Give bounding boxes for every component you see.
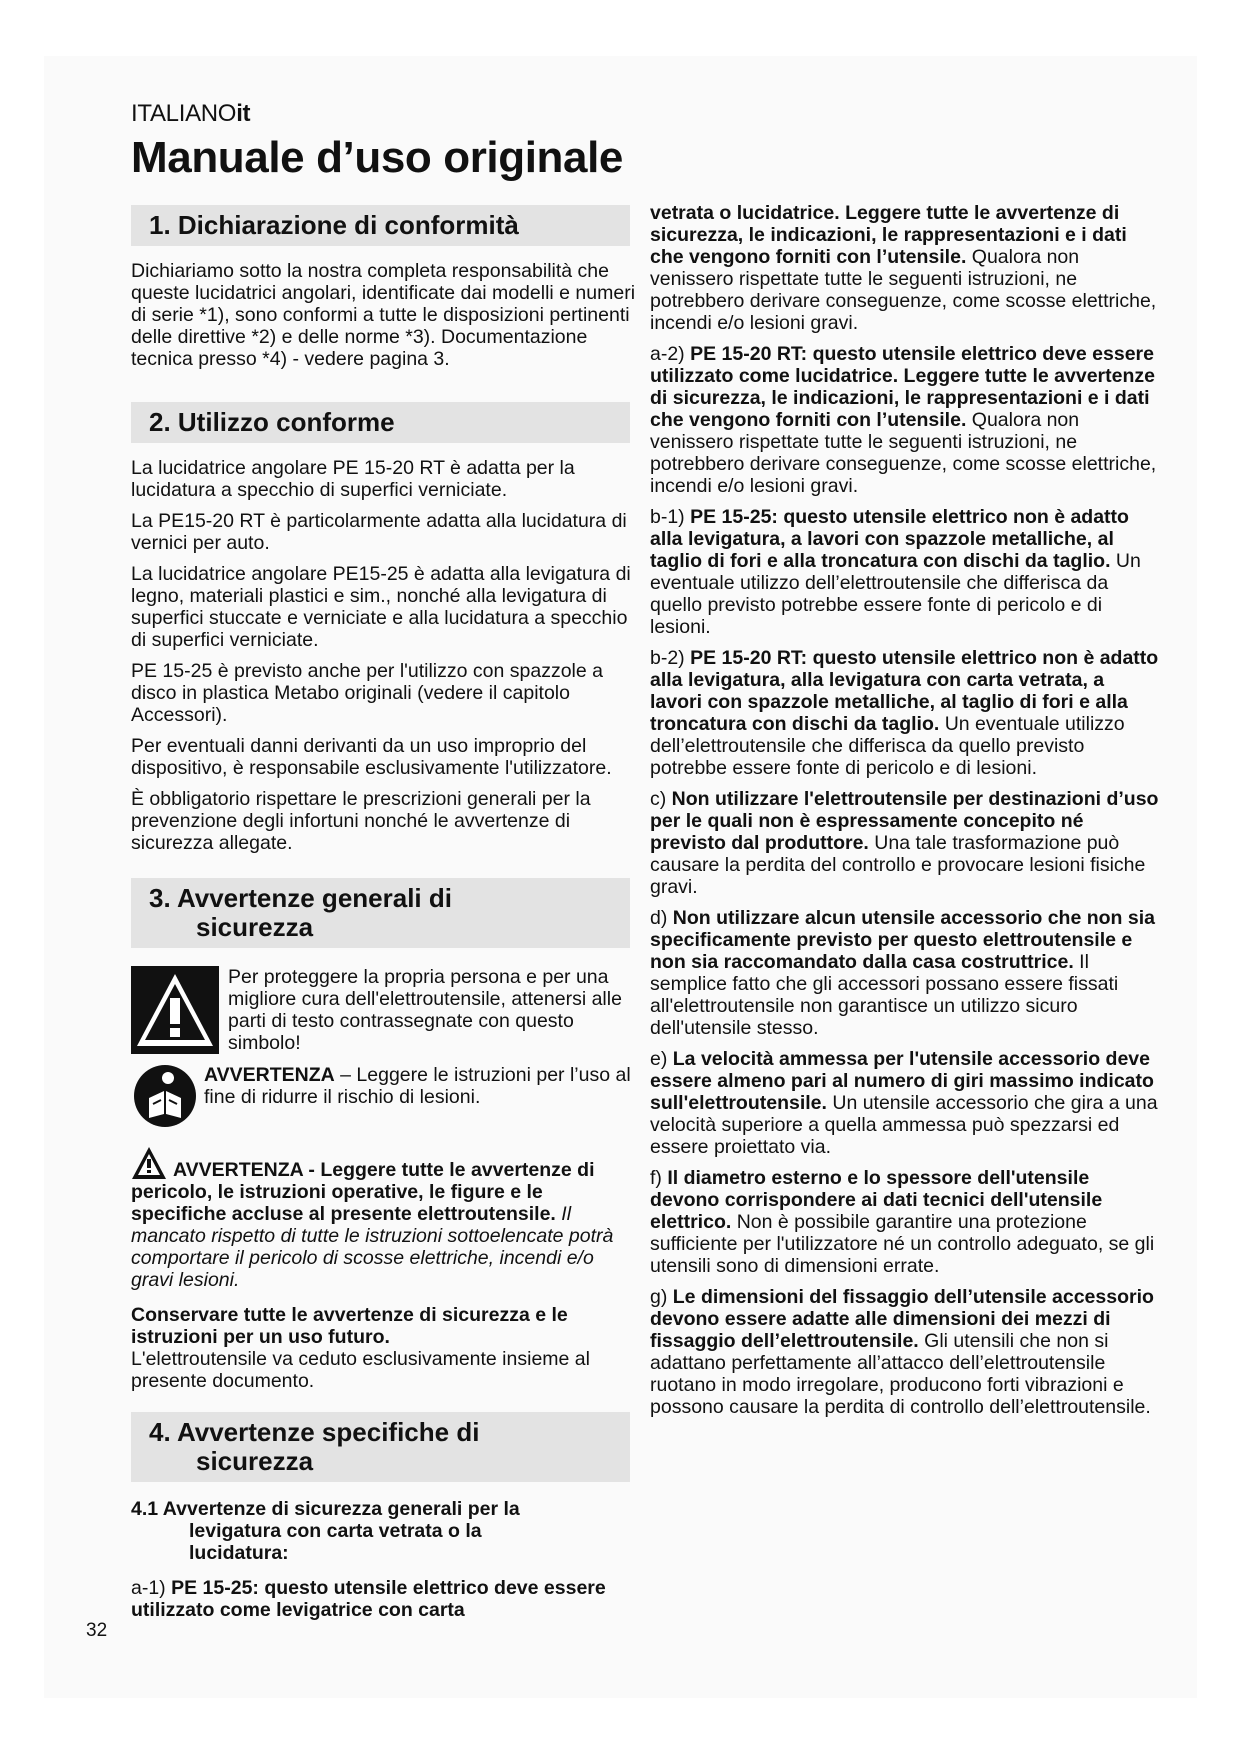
symbol-explanation: Per proteggere la propria persona e per una migliore cura dell'elettroutensile, attenersi alle parti di testo contrassegnate con questo simbolo! [228, 966, 622, 1054]
warning-symbol-row [131, 966, 636, 1054]
item-b1: b-1) PE 15-25: questo utensile elettrico non è adatto alla levigatura, a lavori con spazzole metalliche, al taglio di fori e alla troncatura con dischi da taglio. Un eventuale utilizzo dell’elettroutensile che differisca da quello previsto potrebbe essere fonte di pericolo e di lesioni. [650, 506, 1141, 638]
page-number: 32 [86, 1620, 108, 1641]
read-manual-icon [133, 1064, 197, 1128]
item-c: c) Non utilizzare l'elettroutensile per destinazioni d’uso per le quali non è espressamente concepito né previsto dal produttore. Una tale trasformazione può causare la perdita del controllo e provocare lesioni fisiche gravi. [650, 788, 1159, 898]
warning-triangle-icon [131, 966, 219, 1054]
read-manual-text: AVVERTENZA – Leggere le istruzioni per l’uso al fine di ridurre il rischio di lesioni. [204, 1064, 631, 1108]
intended-use-p6: È obbligatorio rispettare le prescrizioni generali per la prevenzione degli infortuni nonché le avvertenze di sicurezza allegate. [131, 788, 591, 854]
section-heading-2: 2. Utilizzo conforme [131, 402, 630, 443]
intended-use-p3: La lucidatrice angolare PE15-25 è adatta alla levigatura di legno, materiali plastici e sim., nonché alla levigatura di superfici stuccate e verniciate e alla lucidatura a specchio di superfici verniciate. [131, 563, 631, 651]
conformity-text: Dichiariamo sotto la nostra completa responsabilità che queste lucidatrici angolari, identificate dai modelli e numeri di serie *1), sono conformi a tutte le disposizioni pertinenti delle direttive *2) e delle norme *3). Documentazione tecnica presso *4) - vedere pagina 3. [131, 260, 636, 370]
section-heading-4: 4. Avvertenze specifiche di sicurezza [131, 1412, 630, 1482]
item-d: d) Non utilizzare alcun utensile accessorio che non sia specificamente previsto per questo elettroutensile e non sia raccomandato dalla casa costruttrice. Il semplice fatto che gli accessori possano essere fissati all'elettroutensile non garantisce un utilizzo sicuro dell'utensile stesso. [650, 907, 1155, 1039]
intended-use-p1: La lucidatrice angolare PE 15-20 RT è adatta per la lucidatura a specchio di superfici verniciate. [131, 457, 575, 501]
item-a2: a-2) PE 15-20 RT: questo utensile elettrico deve essere utilizzato come lucidatrice. Leggere tutte le avvertenze di sicurezza, le indicazioni, le rappresentazioni e i dati che vengono forniti con l’utensile. Qualora non venissero rispettate tutte le seguenti istruzioni, ne potrebbero derivare conseguenze, come scosse elettriche, incendi e/o lesioni gravi. [650, 343, 1157, 497]
section-heading-1: 1. Dichiarazione di conformità [131, 205, 630, 246]
item-e: e) La velocità ammessa per l'utensile accessorio deve essere almeno pari al numero di giri massimo indicato sull'elettroutensile. Un utensile accessorio che gira a una velocità superiore a quella ammessa può spezzarsi ed essere proiettato via. [650, 1048, 1158, 1158]
left-column [131, 205, 636, 1621]
section-heading-3: 3. Avvertenze generali di sicurezza [131, 878, 630, 948]
item-a1: a-1) PE 15-25: questo utensile elettrico deve essere utilizzato come levigatrice con carta [131, 1577, 606, 1621]
keep-instructions: Conservare tutte le avvertenze di sicurezza e le istruzioni per un uso futuro. L'elettroutensile va ceduto esclusivamente insieme al presente documento. [131, 1304, 590, 1392]
intended-use-p2: La PE15-20 RT è particolarmente adatta alla lucidatura di vernici per auto. [131, 510, 627, 554]
item-b2: b-2) PE 15-20 RT: questo utensile elettrico non è adatto alla levigatura, alla levigatura con carta vetrata, a lavori con spazzole metalliche, al taglio di fori e alla troncatura con dischi da taglio. Un eventuale utilizzo dell’elettroutensile che differisca da quello previsto potrebbe essere fonte di pericolo e di lesioni. [650, 647, 1159, 779]
item-f: f) Il diametro esterno e lo spessore dell'utensile devono corrispondere ai dati tecnici dell'utensile elettrico. Non è possibile garantire una protezione sufficiente per l'utilizzatore né un controllo adeguato, se gli utensili sono di dimensioni errate. [650, 1167, 1155, 1277]
language-code: it [236, 100, 251, 127]
item-g: g) Le dimensioni del fissaggio dell’utensile accessorio devono essere adatte alle dimensioni dei mezzi di fissaggio dell’elettroutensile. Gli utensili che non si adattano perfettamente all’attacco dell’elettroutensile ruotano in modo irregolare, producono forti vibrazioni e possono causare la perdita di controllo dell’elettroutensile. [650, 1286, 1154, 1418]
intended-use-p4: PE 15-25 è previsto anche per l'utilizzo con spazzole a disco in plastica Metabo originali (vedere il capitolo Accessori). [131, 660, 603, 726]
small-warning-icon [131, 1146, 167, 1180]
subsection-4-1-heading: 4.1 Avvertenze di sicurezza generali per la levigatura con carta vetrata o la lucidatura: [131, 1498, 520, 1564]
read-manual-row [131, 1064, 636, 1128]
page-title: Manuale d’uso originale [131, 133, 623, 182]
right-column [650, 202, 1160, 1418]
item-a1-continued: vetrata o lucidatrice. Leggere tutte le avvertenze di sicurezza, le indicazioni, le rappresentazioni e i dati che vengono forniti con l’utensile. Qualora non venissero rispettate tutte le seguenti istruzioni, ne potrebbero derivare conseguenze, come scosse elettriche, incendi e/o lesioni gravi. [650, 202, 1157, 334]
language-label: ITALIANOit [131, 100, 251, 127]
intended-use-p5: Per eventuali danni derivanti da un uso improprio del dispositivo, è responsabile esclusivamente l'utilizzatore. [131, 735, 612, 779]
general-warning-paragraph: AVVERTENZA - Leggere tutte le avvertenze di pericolo, le istruzioni operative, le figure e le specifiche accluse al presente elettroutensile. Il mancato rispetto di tutte le istruzioni sottoelencate potrà comportare il pericolo di scosse elettriche, incendi e/o gravi lesioni. [131, 1146, 636, 1291]
